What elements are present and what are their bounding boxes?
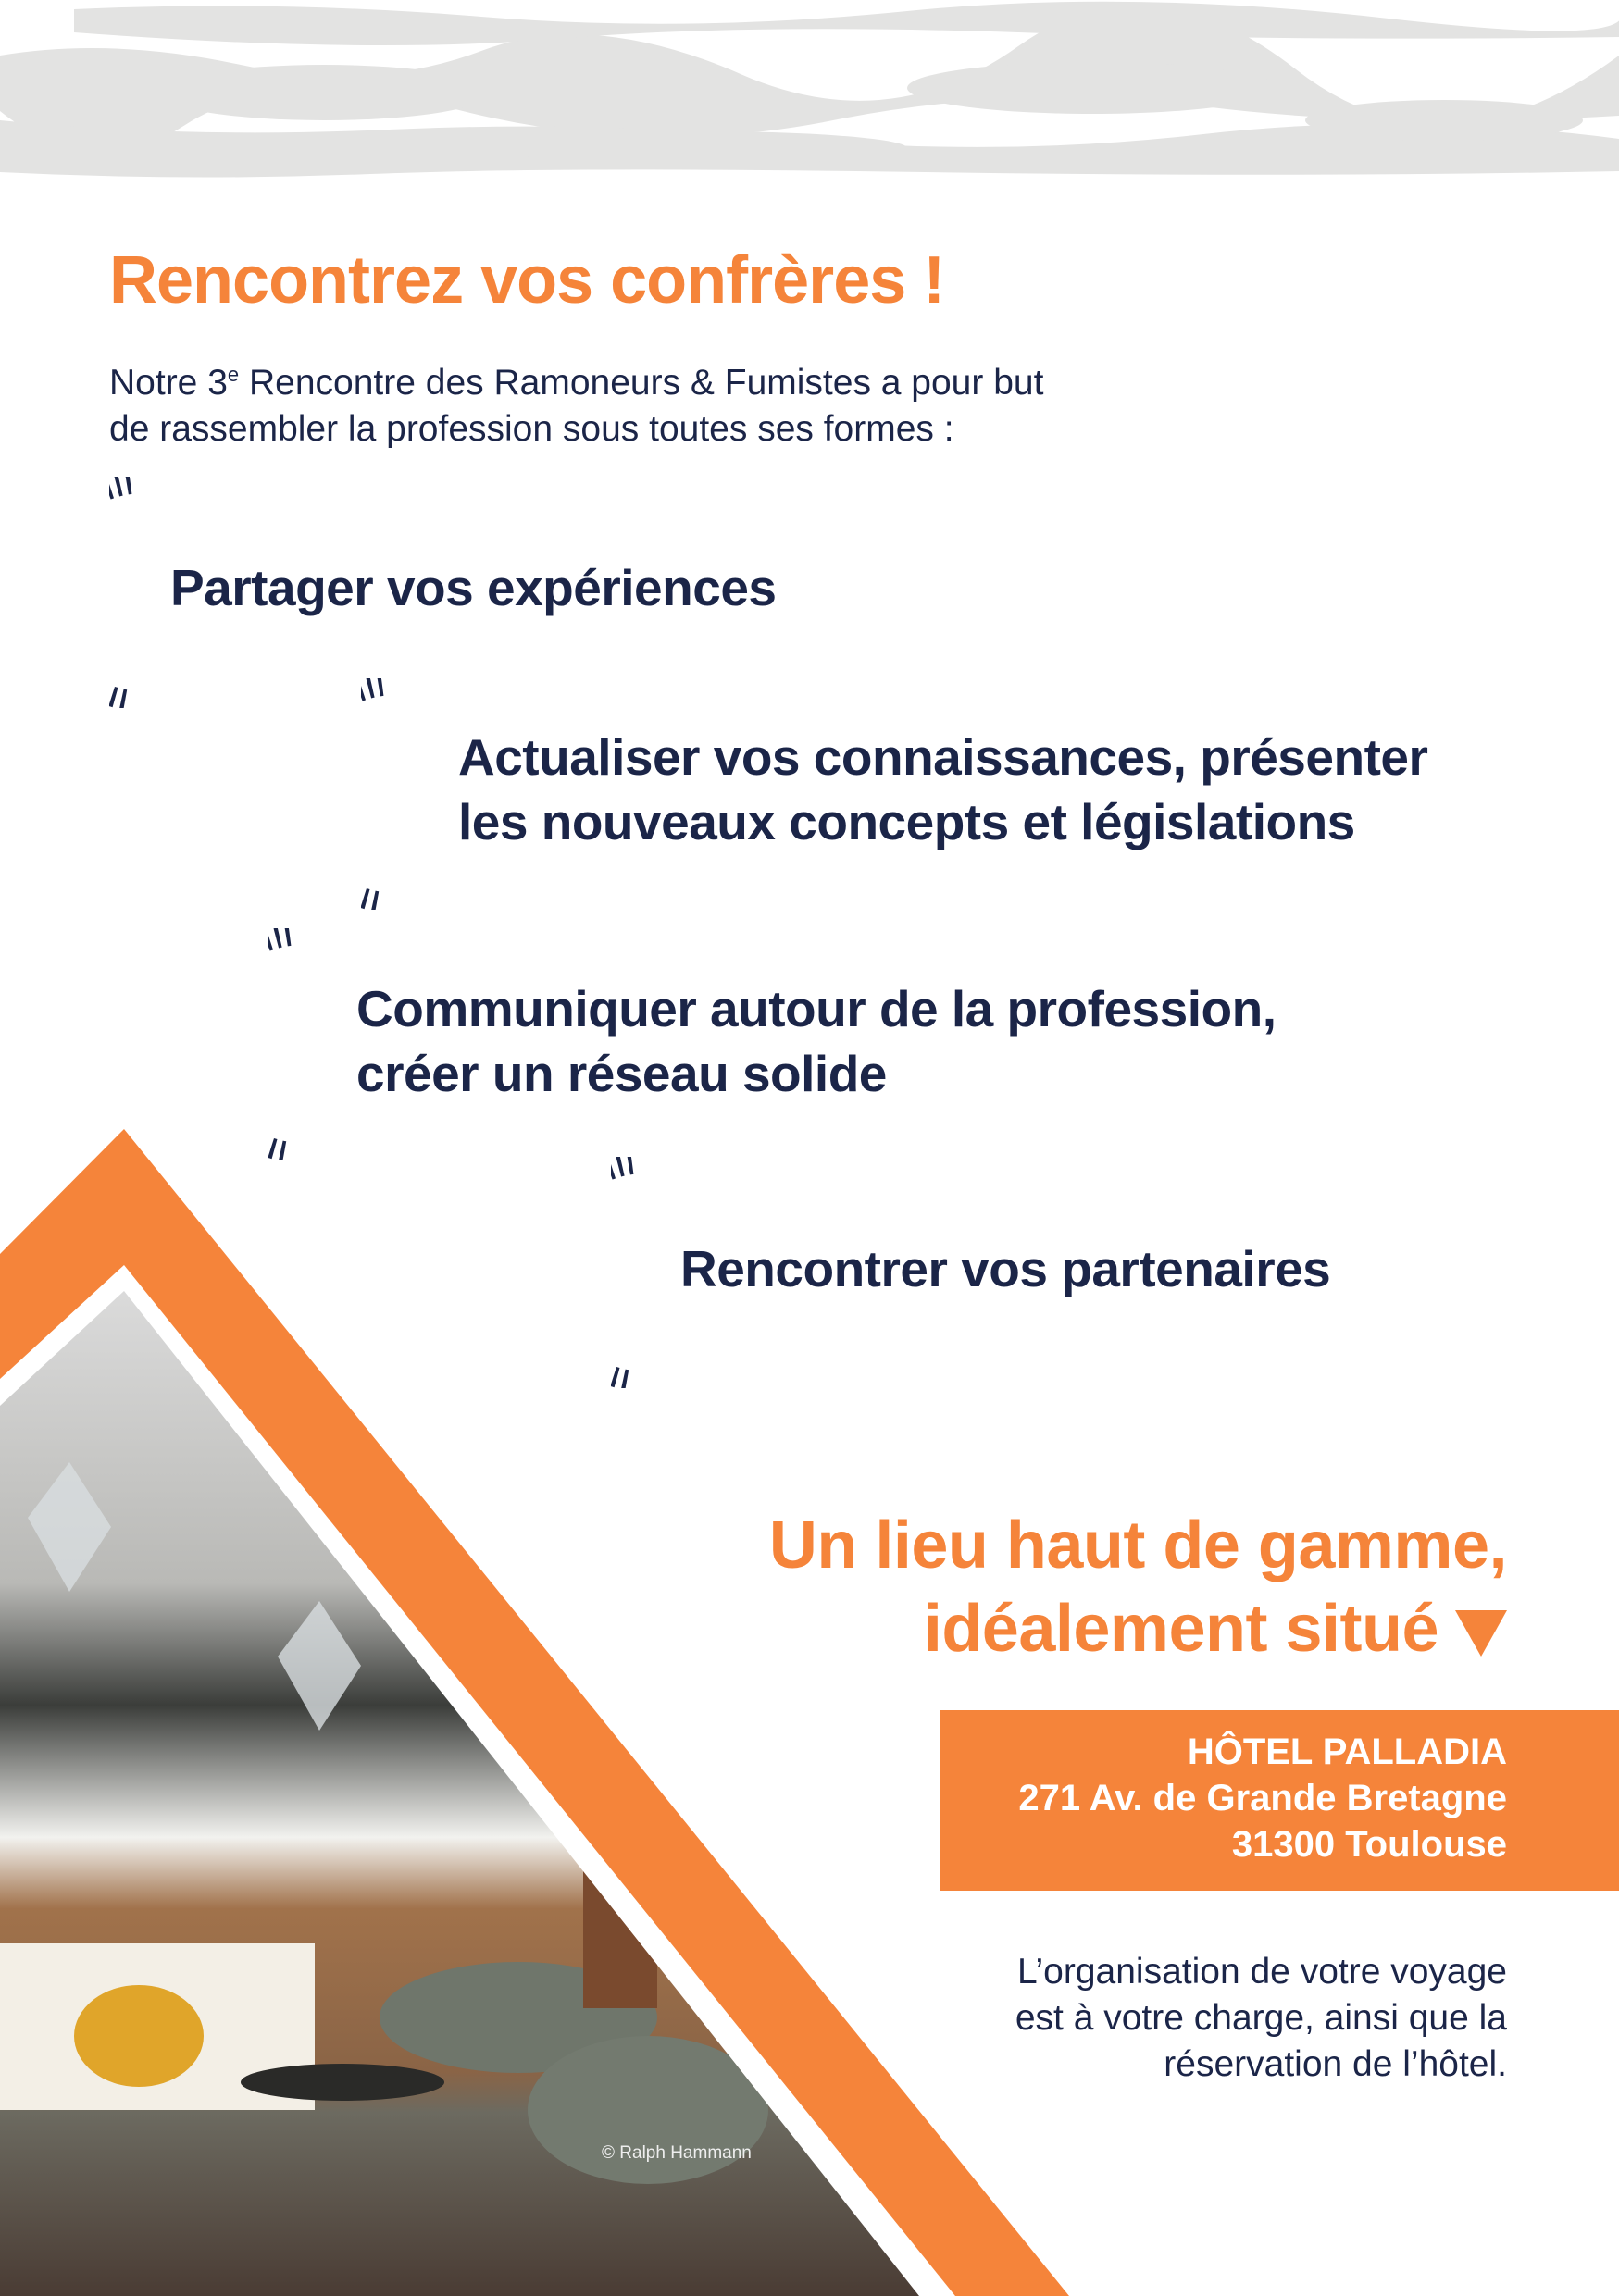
venue-heading	[769, 1504, 1507, 1670]
intro-line2: de rassembler la profession sous toutes ses formes :	[109, 409, 954, 449]
page-title: Rencontrez vos confrères !	[109, 243, 945, 317]
goal-item	[611, 1157, 1331, 1393]
intro-line1: Notre 3	[109, 363, 228, 403]
triangle-down-icon	[1455, 1610, 1507, 1657]
goal-line: les nouveaux concepts et législations	[458, 793, 1355, 850]
note-line: est à votre charge, ainsi que la	[1015, 1998, 1507, 2038]
travel-note	[1015, 1949, 1507, 2088]
goal-item	[361, 678, 1428, 914]
goal-text	[356, 976, 1276, 1106]
venue-heading-line1: Un lieu haut de gamme,	[768, 1508, 1507, 1582]
note-line: réservation de l’hôtel.	[1164, 2044, 1507, 2084]
goal-text	[680, 1236, 1330, 1301]
hotel-name: HÔTEL PALLADIA	[1187, 1731, 1507, 1772]
goal-item	[268, 928, 1277, 1164]
intro-text	[109, 352, 1043, 453]
hotel-city: 31300 Toulouse	[1231, 1824, 1507, 1865]
hotel-street: 271 Av. de Grande Bretagne	[1018, 1778, 1507, 1818]
brushed-texture-banner	[0, 0, 1619, 178]
hotel-address-box	[940, 1710, 1619, 1891]
venue-heading-line2: idéalement situé	[923, 1592, 1438, 1666]
goal-line: Actualiser vos connaissances, présenter	[458, 728, 1428, 786]
intro-superscript: e	[227, 363, 240, 386]
goal-line: Communiquer autour de la profession,	[356, 980, 1277, 1037]
note-line: L’organisation de votre voyage	[1016, 1952, 1507, 1992]
goal-text	[458, 725, 1427, 854]
photo-credit: © Ralph Hammann	[602, 2143, 752, 2163]
intro-line1-rest: Rencontre des Ramoneurs & Fumistes a pour but	[239, 363, 1044, 403]
goal-line: Rencontrer vos partenaires	[680, 1240, 1331, 1297]
goal-item	[109, 477, 777, 713]
goal-line: Partager vos expériences	[170, 559, 777, 616]
goal-line: créer un réseau solide	[356, 1045, 887, 1102]
hotel-lobby-photo	[0, 1277, 926, 2296]
goal-text	[170, 555, 777, 620]
